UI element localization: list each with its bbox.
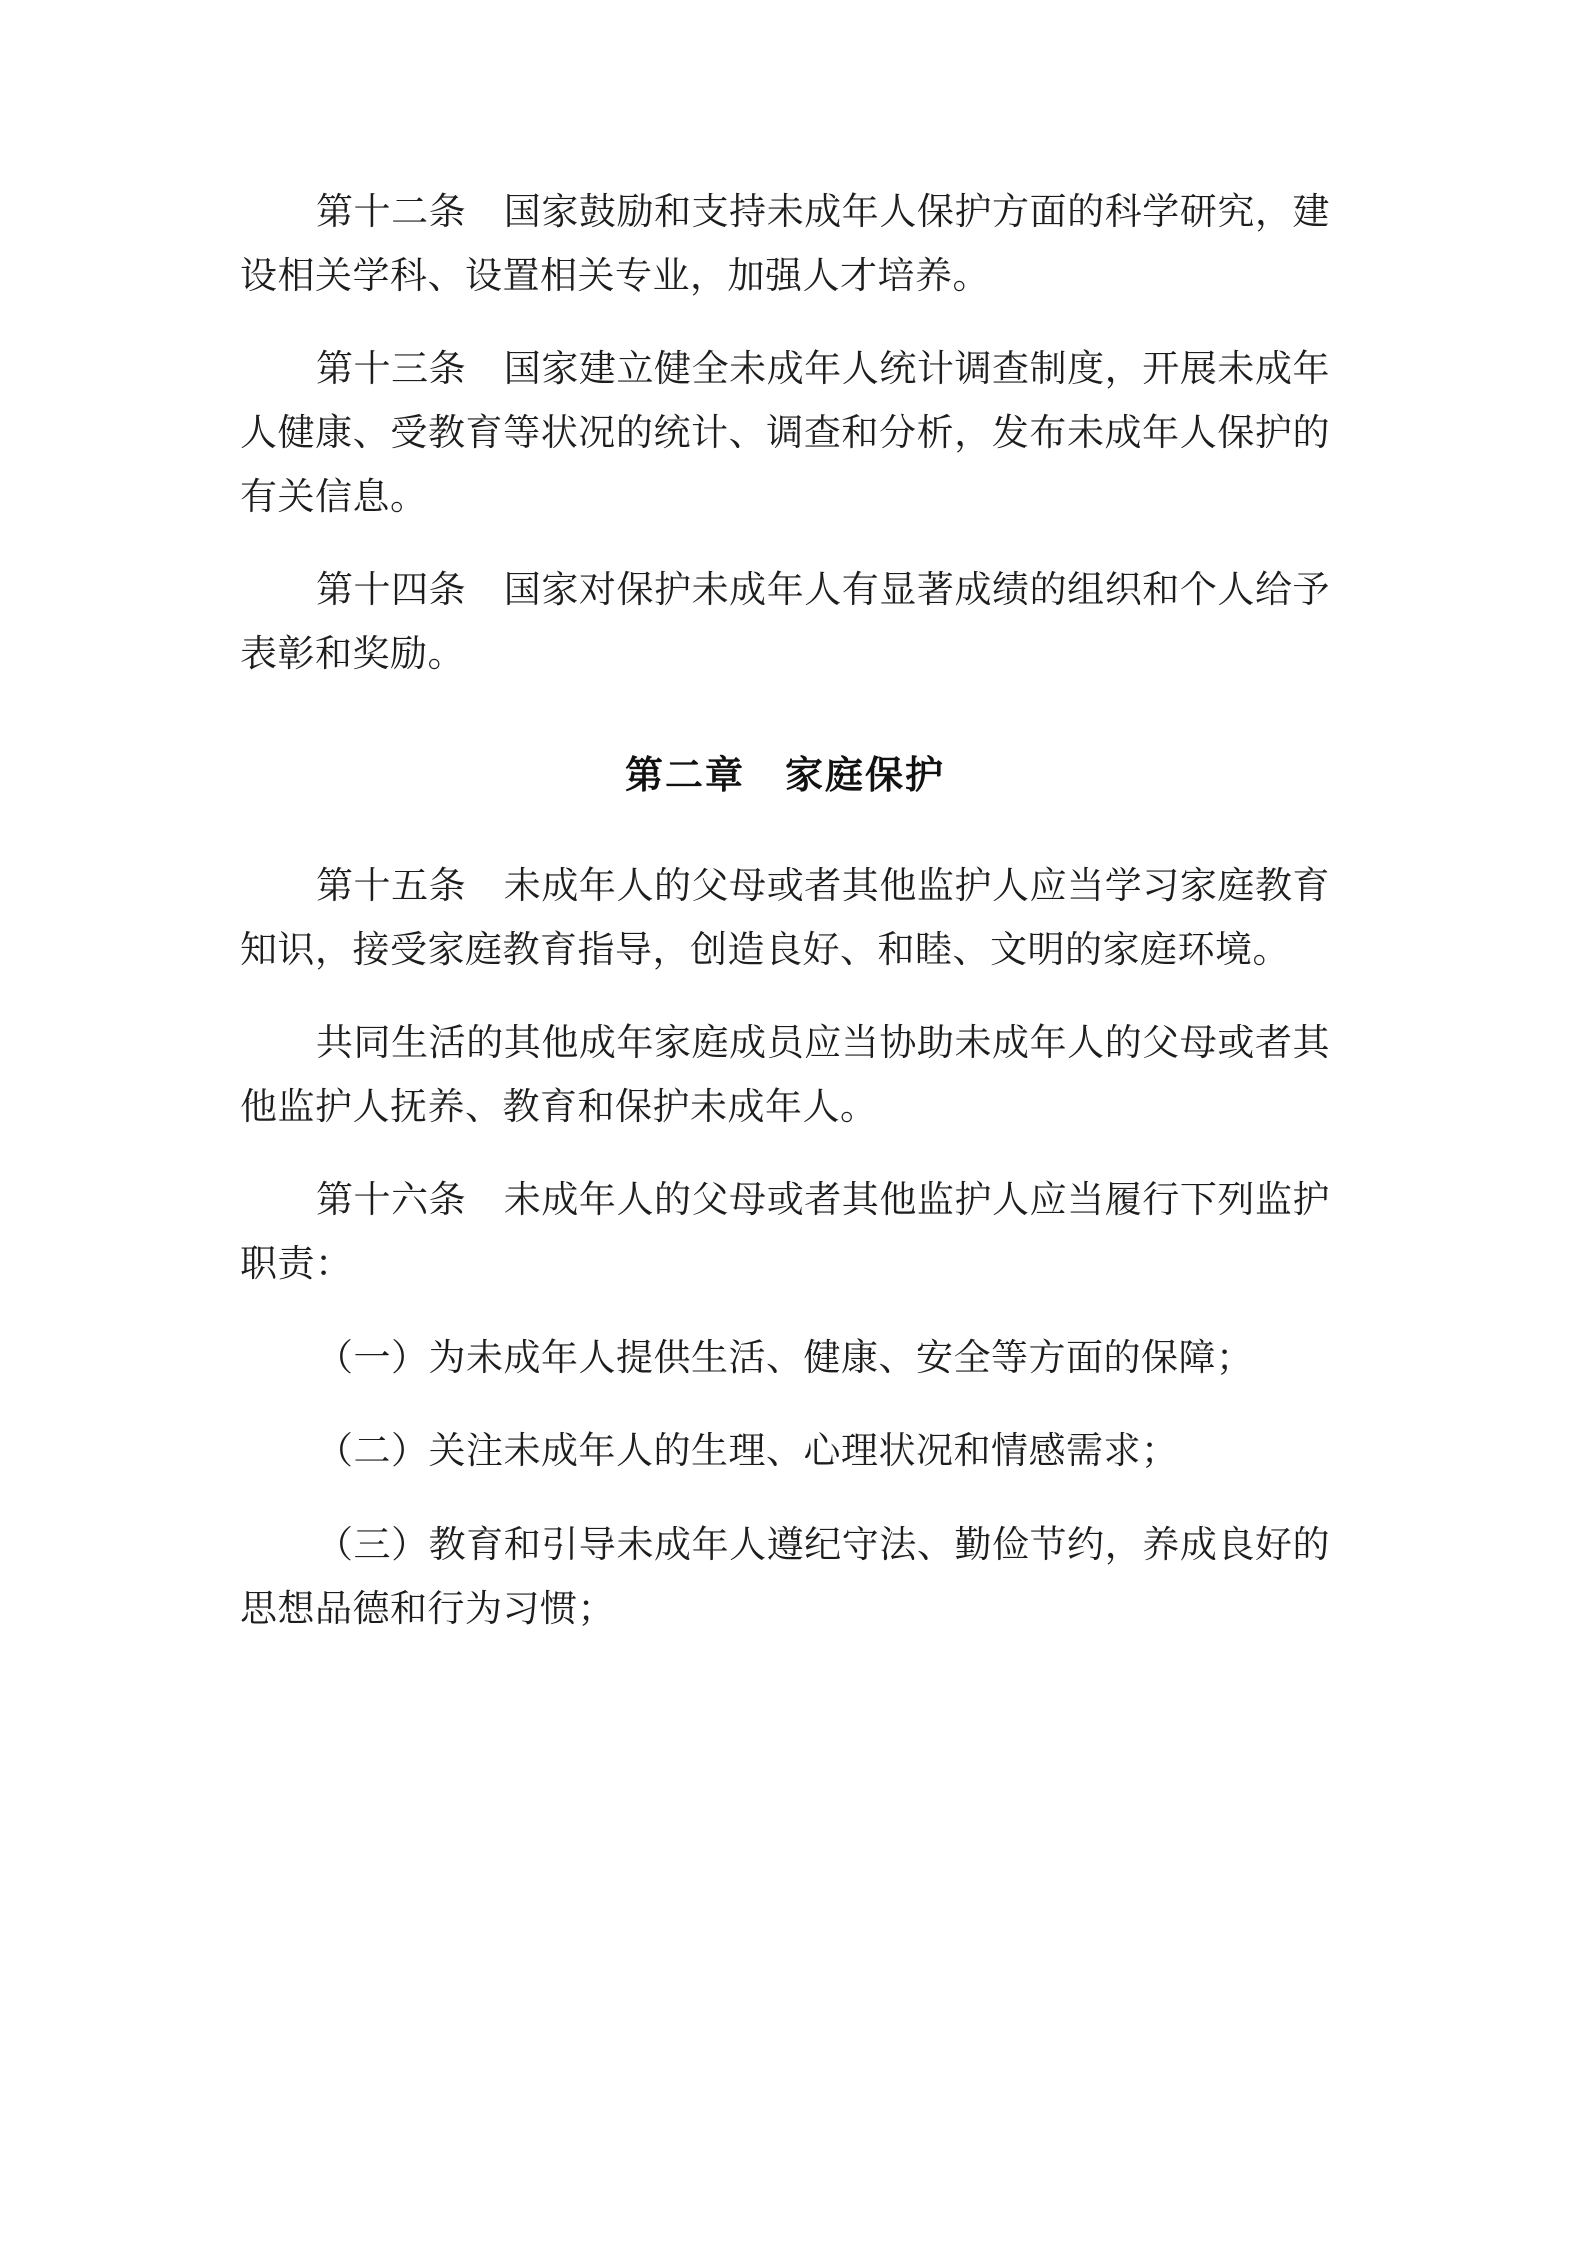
document-body xyxy=(240,180,1330,1640)
article-15-paragraph-2: 共同生活的其他成年家庭成员应当协助未成年人的父母或者其他监护人抚养、教育和保护未成年人。 xyxy=(240,1021,1330,1128)
article-16-intro: 第十六条 未成年人的父母或者其他监护人应当履行下列监护职责： xyxy=(240,1178,1330,1286)
article-12: 第十二条 国家鼓励和支持未成年人保护方面的科学研究，建设相关学科、设置相关专业，加强人才培养。 xyxy=(240,190,1330,297)
article-16-item-2: （二）关注未成年人的生理、心理状况和情感需求； xyxy=(316,1429,1179,1473)
article-14: 第十四条 国家对保护未成年人有显著成绩的组织和个人给予表彰和奖励。 xyxy=(240,568,1330,675)
article-13: 第十三条 国家建立健全未成年人统计调查制度，开展未成年人健康、受教育等状况的统计、调查和分析，发布未成年人保护的有关信息。 xyxy=(240,347,1330,518)
article-16-item-1: （一）为未成年人提供生活、健康、安全等方面的保障； xyxy=(316,1335,1254,1379)
chapter-2-heading: 第二章 家庭保护 xyxy=(624,752,945,798)
article-16-item-3: （三）教育和引导未成年人遵纪守法、勤俭节约，养成良好的思想品德和行为习惯； xyxy=(240,1522,1330,1630)
article-15-paragraph-1: 第十五条 未成年人的父母或者其他监护人应当学习家庭教育知识，接受家庭教育指导，创造良好、和睦、文明的家庭环境。 xyxy=(240,863,1330,971)
